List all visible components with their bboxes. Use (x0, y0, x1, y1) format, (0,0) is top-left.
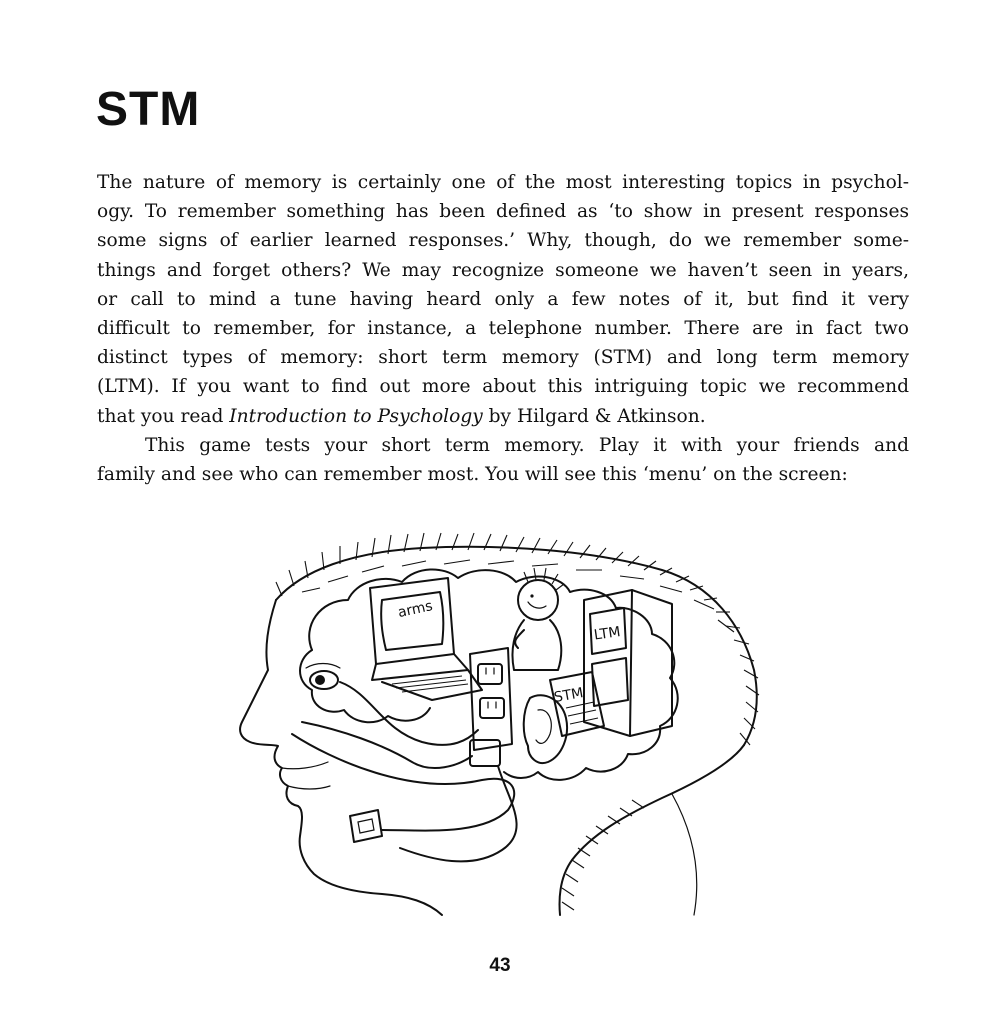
throat-box-drawing (350, 810, 382, 842)
paragraph-1-line-5: or call to mind a tune having heard only a few notes of it, but find it very (97, 288, 909, 310)
computer-drawing (370, 578, 482, 700)
paragraph-2-line-2: family and see who can remember most. You will see this ‘menu’ on the screen: (97, 464, 848, 486)
brain-outline (309, 569, 678, 779)
body-text (97, 168, 909, 489)
screen-label: arms (396, 598, 435, 622)
paragraph-1-line-1: The nature of memory is certainly one of the most interesting topics in psychol- (97, 172, 909, 193)
paragraph-1-line-2: ogy. To remember something has been defined as ‘to show in present responses (97, 201, 909, 223)
neck-back (560, 745, 745, 915)
filing-cabinet-drawing (584, 590, 672, 736)
little-man-drawing (512, 568, 564, 670)
paragraph-1-line-7: distinct types of memory: short term memory (STM) and long term memory (97, 347, 909, 369)
paragraph-1-line-6: difficult to remember, for instance, a telephone number. There are in fact two (97, 318, 909, 340)
book-title-italic: Introduction to Psychology (229, 405, 483, 427)
paragraph-1-line-8: (LTM). If you want to find out more about this intriguing topic we recommend (97, 376, 909, 398)
head-memory-illustration (232, 530, 772, 925)
line-9-start: that you read (97, 405, 230, 427)
paragraph-1-line-4: things and forget others? We may recognize someone we haven’t seen in years, (97, 259, 909, 281)
drawer-label: STM (552, 685, 585, 706)
neck-shading (562, 800, 644, 910)
line-9-end: by Hilgard & Atkinson. (482, 405, 706, 427)
paragraph-1-line-9 (97, 402, 909, 431)
hair-drawing (276, 533, 759, 745)
plug-connectors-drawing (470, 648, 512, 766)
cabinet-label: LTM (593, 624, 622, 644)
paragraph-1-line-3: some signs of earlier learned responses.’ Why, though, do we remember some- (97, 230, 909, 252)
eye-drawing (306, 664, 340, 690)
page-number: 43 (489, 955, 511, 976)
paragraph-2-line-1: This game tests your short term memory. Play it with your friends and (145, 434, 909, 456)
wires-drawing (292, 682, 517, 861)
page-title: STM (96, 83, 201, 136)
